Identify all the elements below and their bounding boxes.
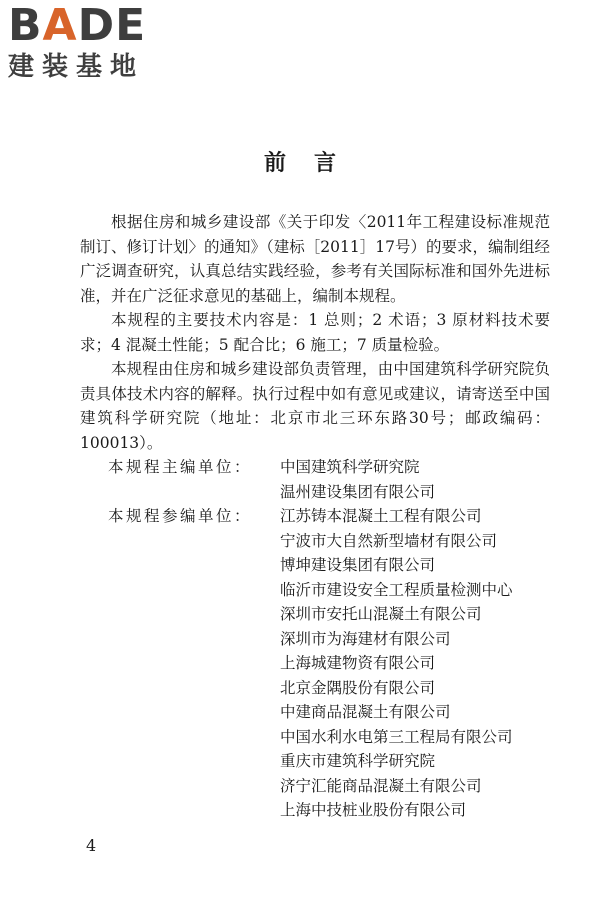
participating-editor-unit: 深圳市为海建材有限公司 [280, 629, 451, 648]
brand-logo [8, 0, 178, 82]
participating-editor-unit: 济宁汇能商品混凝土有限公司 [280, 776, 482, 795]
participating-editor-row [80, 749, 550, 774]
participating-editor-unit: 中国水利水电第三工程局有限公司 [280, 727, 513, 746]
logo-subtitle: 建装基地 [8, 52, 145, 82]
logo-wordmark: BADE [8, 0, 147, 51]
participating-editor-row [80, 725, 550, 750]
participating-editor-unit: 中建商品混凝土有限公司 [280, 703, 451, 721]
paragraph-technical-content: 本规程的主要技术内容是：1 总则；2 术语；3 原材料技术要求；4 混凝土性能；5 配合比；6 施工；7 质量检验。 [80, 311, 550, 354]
participating-editor-label: 本规程参编单位： [108, 507, 253, 525]
participating-editor-row [80, 700, 550, 725]
paragraph-background: 根据住房和城乡建设部《关于印发〈2011年工程建设标准规范制订、修订计划〉的通知》（建标［2011］17号）的要求，编制组经广泛调查研究，认真总结实践经验，参考有关国际标准和国外先进标准，并在广泛征求意见的基础上，编制本规程。 [80, 213, 550, 305]
participating-editor-row [80, 774, 550, 799]
chief-editor-unit: 温州建设集团有限公司 [280, 482, 436, 501]
participating-editor-row [80, 529, 550, 554]
page-number: 4 [86, 836, 97, 855]
participating-editor-row [80, 504, 550, 529]
chief-editor-label: 本规程主编单位： [108, 458, 253, 476]
paragraph-management: 本规程由住房和城乡建设部负责管理，由中国建筑科学研究院负责具体技术内容的解释。执行过程中如有意见或建议，请寄送至中国建筑科学研究院（地址：北京市北三环东路30号；邮政编码：100013）。 [80, 360, 550, 452]
participating-editor-row [80, 602, 550, 627]
chief-editor-row [80, 455, 550, 480]
participating-editor-unit: 江苏铸本混凝土工程有限公司 [280, 507, 482, 525]
chief-editor-unit: 中国建筑科学研究院 [280, 458, 420, 476]
document-body [80, 210, 550, 823]
participating-editor-row [80, 651, 550, 676]
participating-editor-unit: 博坤建设集团有限公司 [280, 556, 436, 574]
participating-editor-unit: 宁波市大自然新型墙材有限公司 [280, 531, 498, 550]
page-title: 前言 [263, 150, 364, 176]
participating-editor-row [80, 676, 550, 701]
participating-editor-unit: 上海中技桩业股份有限公司 [280, 801, 467, 819]
participating-editor-unit: 深圳市安托山混凝土有限公司 [280, 605, 482, 623]
participating-editor-unit: 北京金隅股份有限公司 [280, 678, 436, 697]
participating-editor-unit: 上海城建物资有限公司 [280, 654, 436, 672]
chief-editor-row [80, 480, 550, 505]
participating-editor-row [80, 798, 550, 823]
participating-editor-row [80, 553, 550, 578]
participating-editor-unit: 临沂市建设安全工程质量检测中心 [280, 580, 513, 599]
participating-editor-row [80, 578, 550, 603]
participating-editor-unit: 重庆市建筑科学研究院 [280, 752, 436, 770]
participating-editor-row [80, 627, 550, 652]
